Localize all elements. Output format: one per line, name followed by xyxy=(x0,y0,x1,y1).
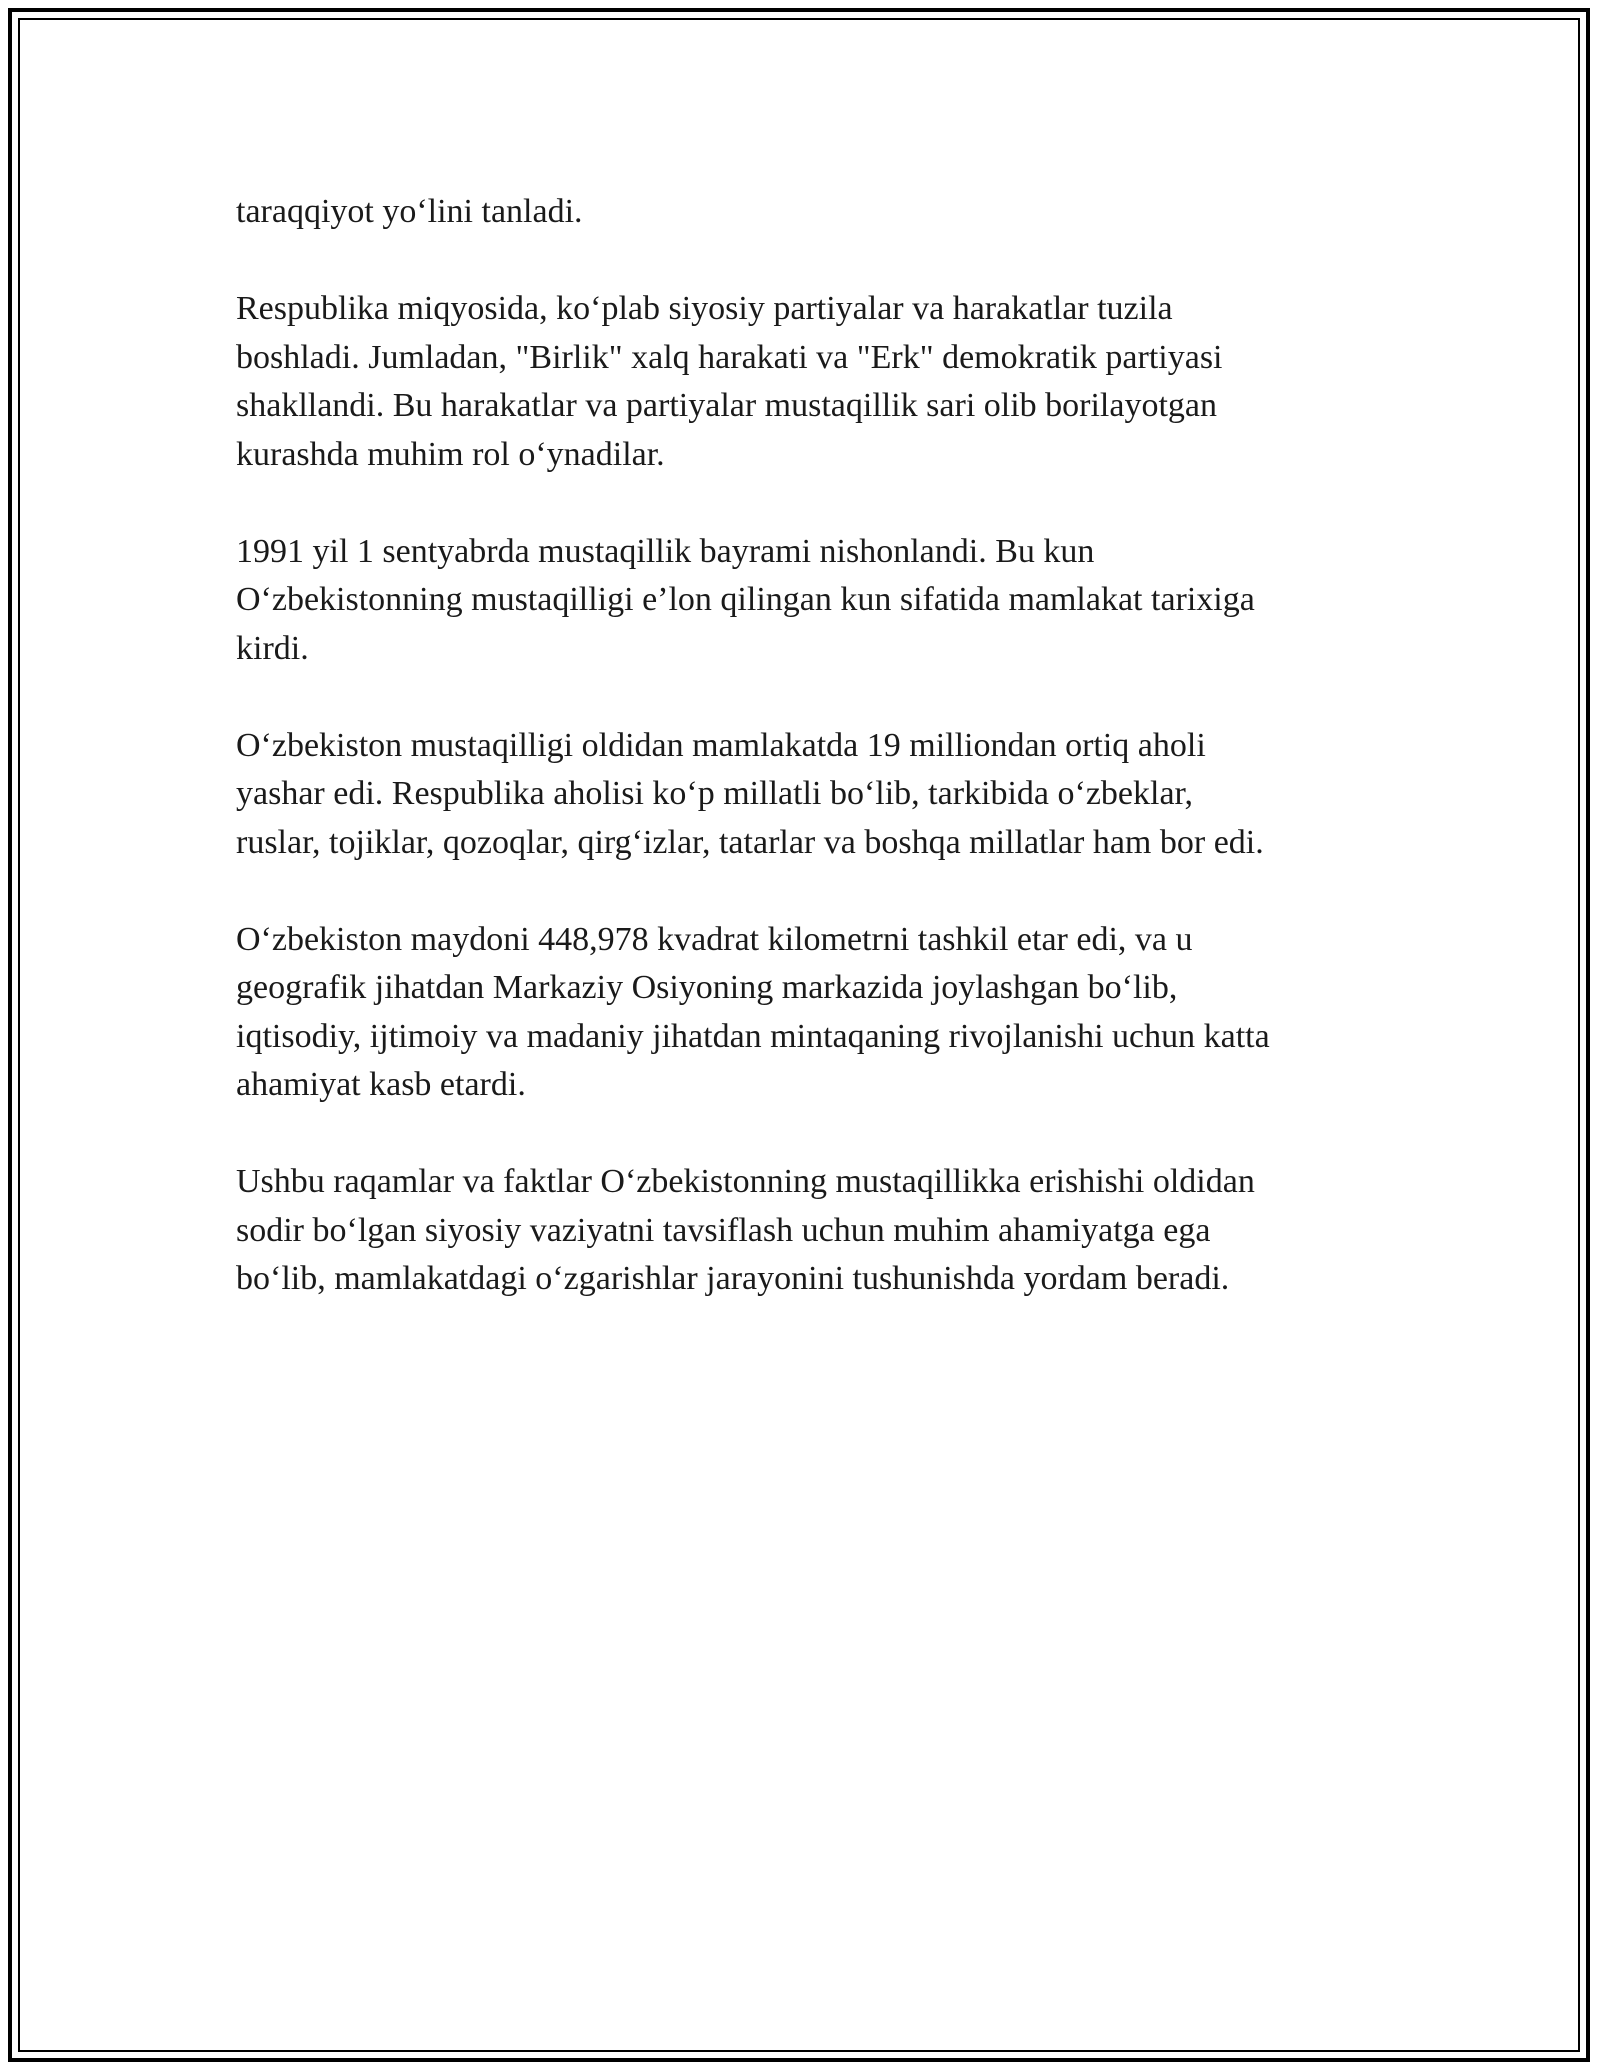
document-body xyxy=(236,188,1366,1352)
paragraph-3: 1991 yil 1 sentyabrda mustaqillik bayrami nishonlandi. Bu kun O‘zbekistonning mustaqilligi e’lon qilingan kun sifatida mamlakat tarixiga kirdi. xyxy=(236,532,1255,667)
paragraph-5: O‘zbekiston maydoni 448,978 kvadrat kilometrni tashkil etar edi, va u geografik jihatdan Markaziy Osiyoning markazida joylashgan bo‘lib, iqtisodiy, ijtimoiy va madaniy jihatdan mintaqaning rivojlanishi uchun katta ahamiyat kasb etardi. xyxy=(236,920,1270,1103)
paragraph-4: O‘zbekiston mustaqilligi oldidan mamlakatda 19 milliondan ortiq aholi yashar edi. Respublika aholisi ko‘p millatli bo‘lib, tarkibida o‘zbeklar, ruslar, tojiklar, qozoqlar, qirg‘izlar, tatarlar va boshqa millatlar ham bor edi. xyxy=(236,726,1264,861)
paragraph-6: Ushbu raqamlar va faktlar O‘zbekistonning mustaqillikka erishishi oldidan sodir bo‘lgan siyosiy vaziyatni tavsiflash uchun muhim ahamiyatga ega bo‘lib, mamlakatdagi o‘zgarishlar jarayonini tushunishda yordam beradi. xyxy=(236,1163,1255,1297)
paragraph-2: Respublika miqyosida, ko‘plab siyosiy partiyalar va harakatlar tuzila boshladi. Jumladan, "Birlik" xalq harakati va "Erk" demokratik partiyasi shakllandi. Bu harakatlar va partiyalar mustaqillik sari olib borilayotgan kurashda muhim rol o‘ynadilar. xyxy=(236,290,1223,473)
paragraph-1: taraqqiyot yo‘lini tanladi. xyxy=(236,193,583,230)
